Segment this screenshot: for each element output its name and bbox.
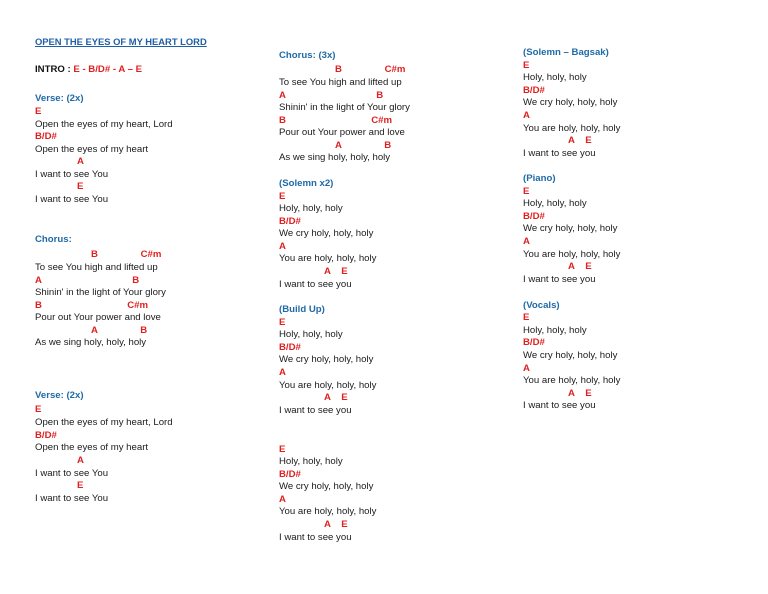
chord-line: A B <box>91 325 148 336</box>
lyric-line: You are holy, holy, holy <box>279 380 377 391</box>
lyric-line: To see You high and lifted up <box>35 262 158 273</box>
section-header-solemn: (Solemn x2) <box>279 178 334 189</box>
lyric-line: We cry holy, holy, holy <box>279 354 374 365</box>
chord-line: E <box>279 191 286 202</box>
chord-line: E <box>35 404 42 415</box>
chord-line: E <box>523 186 530 197</box>
chord-line: E <box>77 480 84 491</box>
lyric-line: I want to see You <box>35 194 109 205</box>
lyric-line: Open the eyes of my heart <box>35 442 149 453</box>
chord-line: B/D# <box>523 85 545 96</box>
chord-line: B/D# <box>35 131 57 142</box>
chord-line: A E <box>324 266 348 277</box>
lyric-line: Shinin' in the light of Your glory <box>35 287 166 298</box>
lyric-line: I want to see you <box>279 532 352 543</box>
lyric-line: Pour out Your power and love <box>279 127 405 138</box>
chord-line: A <box>77 156 84 167</box>
lyric-line: We cry holy, holy, holy <box>279 481 374 492</box>
lyric-line: We cry holy, holy, holy <box>523 350 618 361</box>
chord-line: A B <box>35 275 140 286</box>
chord-line: B C#m <box>35 300 149 311</box>
song-title: OPEN THE EYES OF MY HEART LORD <box>35 36 207 47</box>
chord-line: B/D# <box>35 430 57 441</box>
chord-line: A <box>77 455 84 466</box>
lyric-line: You are holy, holy, holy <box>279 506 377 517</box>
chord-line: B/D# <box>279 469 301 480</box>
chord-line: A E <box>568 261 592 272</box>
lyric-line: Pour out Your power and love <box>35 312 161 323</box>
lyric-line: Open the eyes of my heart <box>35 144 149 155</box>
chord-line: A E <box>568 388 592 399</box>
lyric-line: We cry holy, holy, holy <box>523 223 618 234</box>
lyric-line: You are holy, holy, holy <box>523 249 621 260</box>
lyric-line: I want to see You <box>35 169 109 180</box>
lyric-line: You are holy, holy, holy <box>523 375 621 386</box>
lyric-line: I want to see you <box>279 405 352 416</box>
chord-line: E <box>35 106 42 117</box>
chord-line: B C#m <box>279 115 393 126</box>
chord-line: B C#m <box>335 64 406 75</box>
lyric-line: Open the eyes of my heart, Lord <box>35 119 173 130</box>
chord-line: A B <box>335 140 392 151</box>
section-header-solemn-bagsak: (Solemn – Bagsak) <box>523 47 609 58</box>
chord-line: E <box>77 181 84 192</box>
chord-line: A E <box>568 135 592 146</box>
chord-line: A <box>523 236 530 247</box>
chord-line: A <box>279 241 286 252</box>
intro-label: INTRO : <box>35 64 74 75</box>
lyric-line: Holy, holy, holy <box>279 329 343 340</box>
chord-line: E <box>279 317 286 328</box>
lyric-line: We cry holy, holy, holy <box>523 97 618 108</box>
lyric-line: We cry holy, holy, holy <box>279 228 374 239</box>
chord-line: B/D# <box>279 216 301 227</box>
lyric-line: I want to see you <box>523 148 596 159</box>
lyric-line: Holy, holy, holy <box>523 325 587 336</box>
lyric-line: To see You high and lifted up <box>279 77 402 88</box>
section-header-piano: (Piano) <box>523 173 556 184</box>
lyric-line: You are holy, holy, holy <box>279 253 377 264</box>
chord-line: B/D# <box>523 211 545 222</box>
chord-line: A <box>279 494 286 505</box>
lyric-line: I want to see you <box>523 274 596 285</box>
lyric-line: Shinin' in the light of Your glory <box>279 102 410 113</box>
lyric-line: Holy, holy, holy <box>279 203 343 214</box>
lyric-line: As we sing holy, holy, holy <box>279 152 391 163</box>
lyric-line: I want to see you <box>523 400 596 411</box>
lyric-line: Open the eyes of my heart, Lord <box>35 417 173 428</box>
section-header-verse-2: Verse: (2x) <box>35 390 84 401</box>
lyric-line: As we sing holy, holy, holy <box>35 337 147 348</box>
chord-line: B C#m <box>91 249 162 260</box>
chord-line: A <box>523 110 530 121</box>
chord-line: A E <box>324 519 348 530</box>
section-header-vocals: (Vocals) <box>523 300 560 311</box>
chord-line: A <box>523 363 530 374</box>
section-header-chorus: Chorus: <box>35 234 72 245</box>
section-header-chorus-3x: Chorus: (3x) <box>279 50 336 61</box>
chord-line: A <box>279 367 286 378</box>
lyric-line: Holy, holy, holy <box>279 456 343 467</box>
chord-line: E <box>523 312 530 323</box>
section-header-verse-1: Verse: (2x) <box>35 93 84 104</box>
lyric-line: You are holy, holy, holy <box>523 123 621 134</box>
lyric-line: I want to see You <box>35 468 109 479</box>
chord-line: E <box>279 444 286 455</box>
lyric-line: I want to see you <box>279 279 352 290</box>
lyric-line: I want to see You <box>35 493 109 504</box>
chord-line: A E <box>324 392 348 403</box>
chord-line: E <box>523 60 530 71</box>
section-header-build-up: (Build Up) <box>279 304 325 315</box>
intro-line <box>35 64 142 76</box>
chord-line: A B <box>279 90 384 101</box>
lyric-line: Holy, holy, holy <box>523 72 587 83</box>
chord-line: B/D# <box>523 337 545 348</box>
intro-chords: E - B/D# - A – E <box>73 64 142 75</box>
lyric-line: Holy, holy, holy <box>523 198 587 209</box>
chord-line: B/D# <box>279 342 301 353</box>
